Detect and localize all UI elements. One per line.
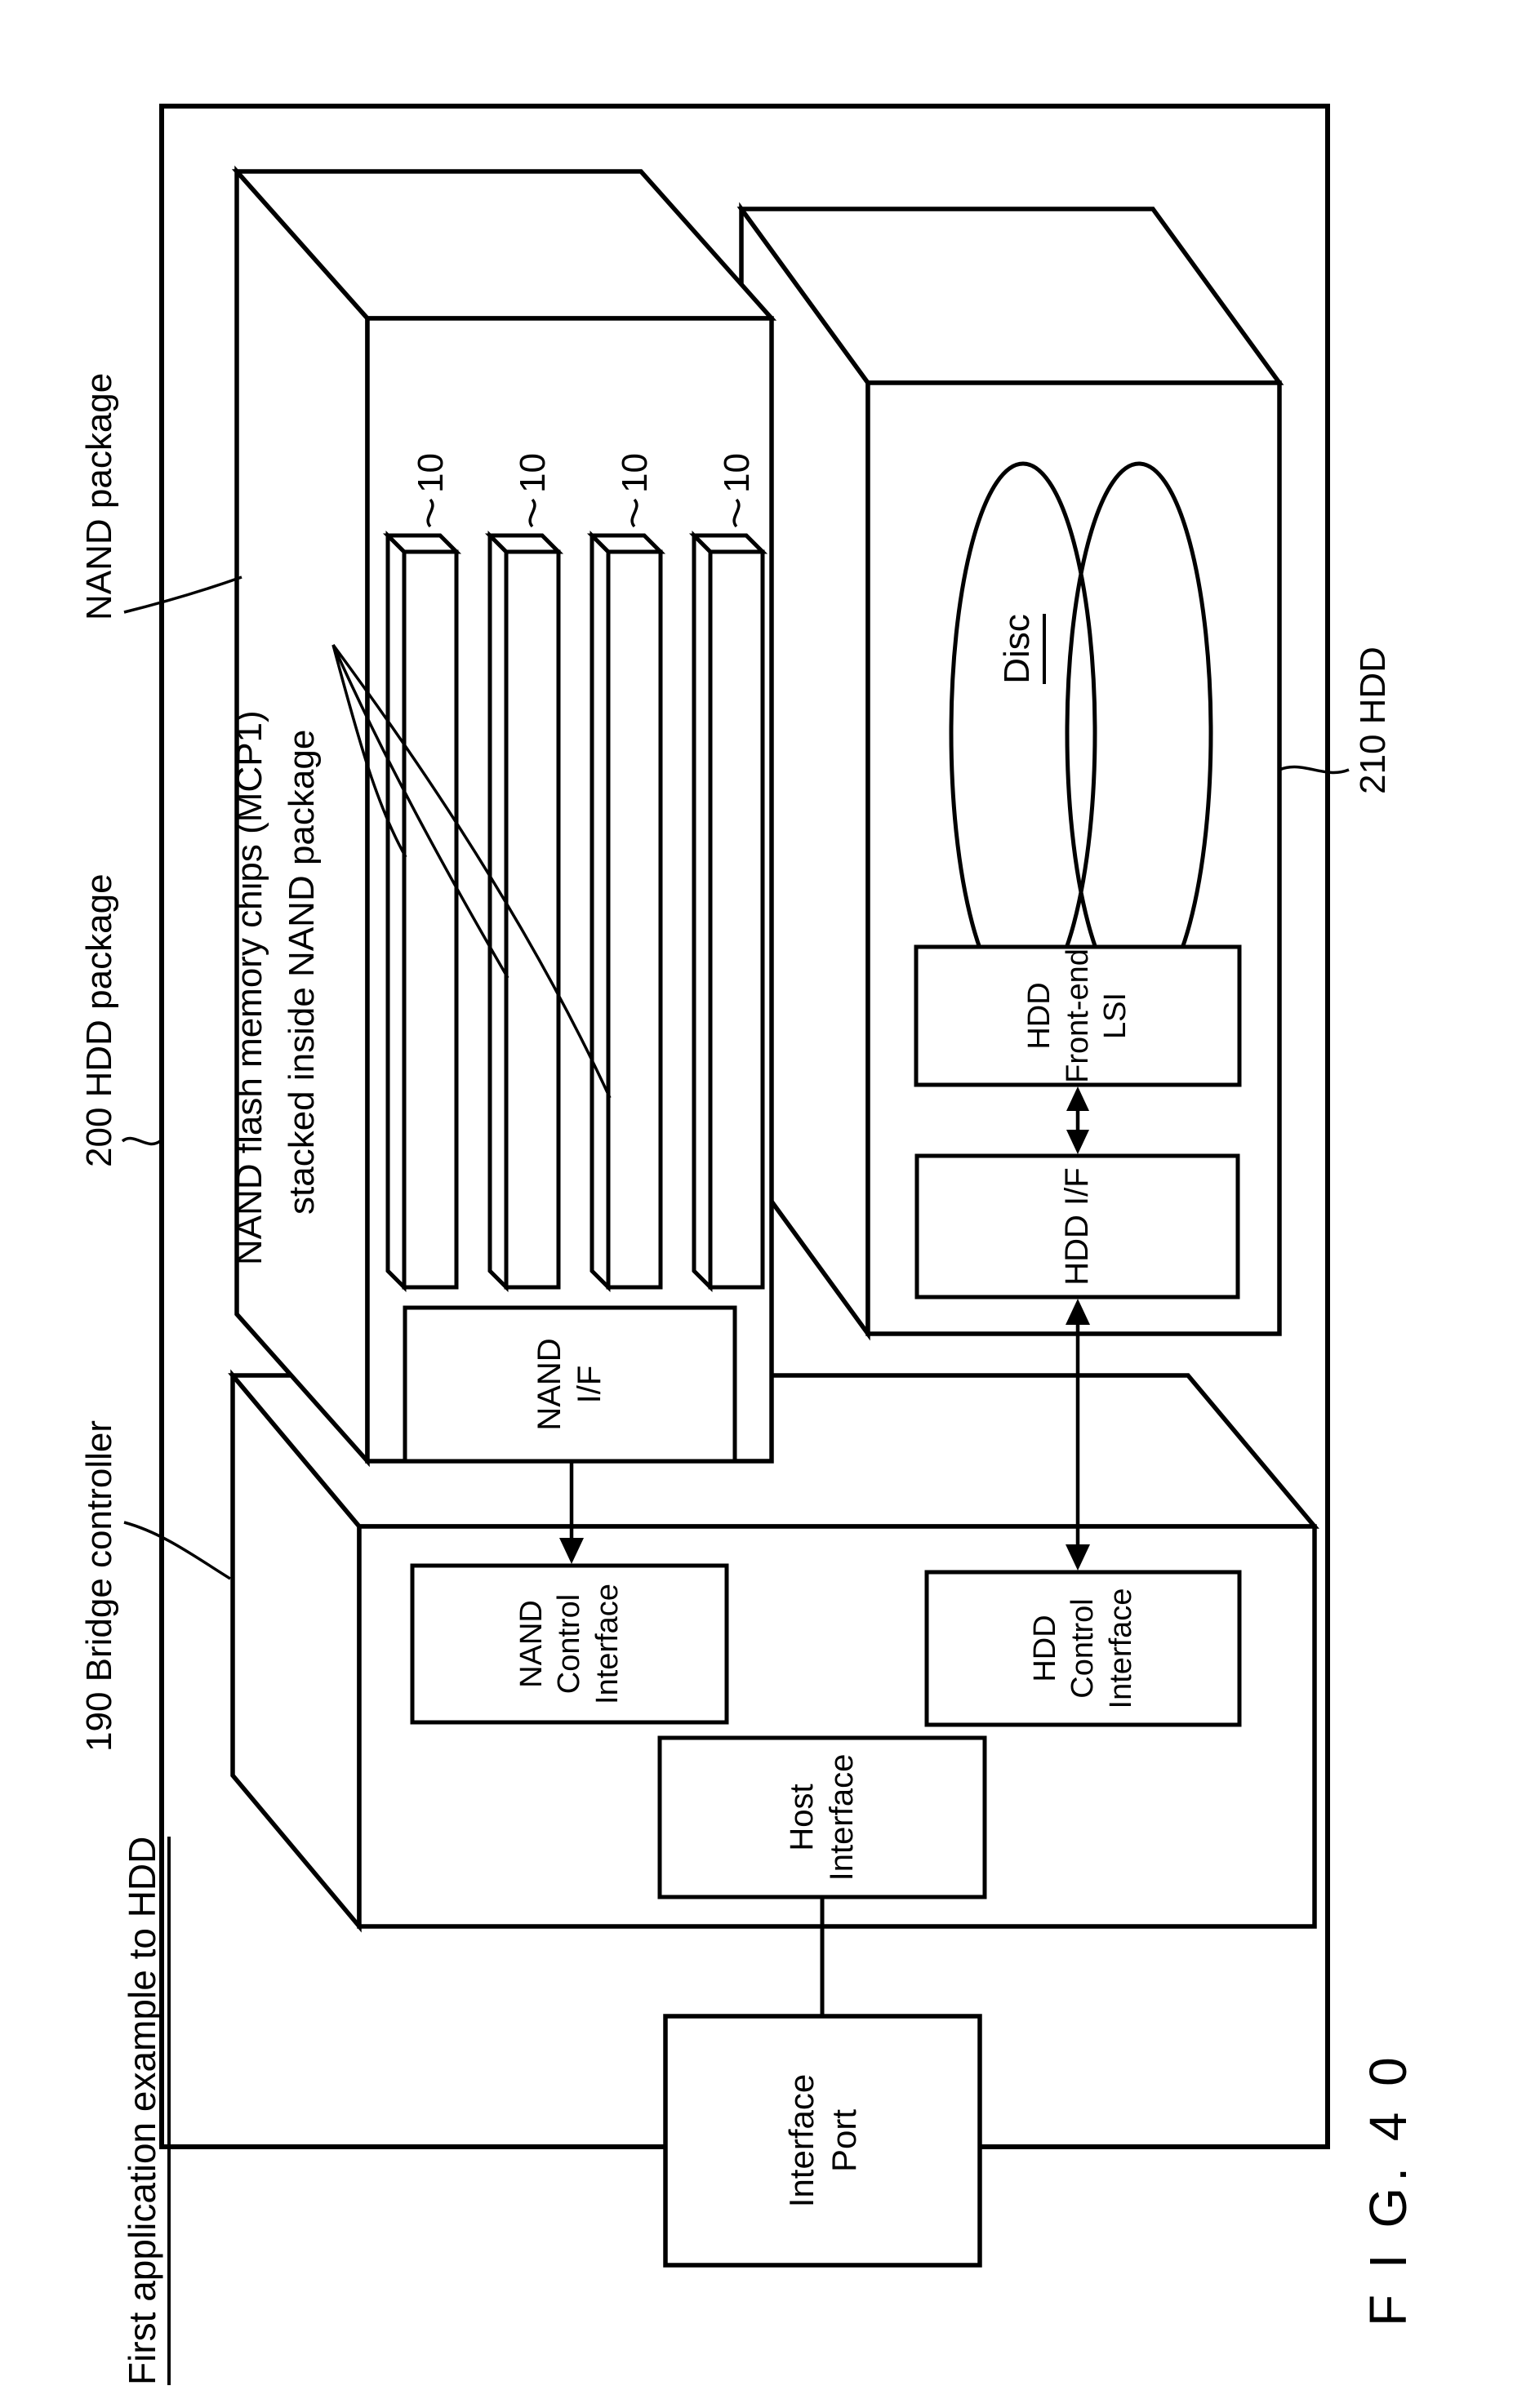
ref-210-label: 210 HDD [1353,646,1393,794]
chip-ref-label: 10 [717,453,757,493]
disc-label [994,571,1047,726]
hdd-front-end-lsi-label: HDD Front-end LSI [1022,949,1133,1083]
nand-if-label: NAND I/F [532,1338,607,1431]
ref-200-label: 200 HDD package [79,873,119,1167]
page-title-text: First application example to HDD [121,1837,171,2385]
chips-note-line1: NAND flash memory chips (MCP1) [229,710,269,1265]
hdd-if-label: HDD I/F [1059,1167,1096,1286]
leader-200-squiggle [122,1139,160,1144]
interface-port-label: Interface Port [782,2073,863,2208]
nand-control-interface-label: NAND Control Interface [514,1584,625,1704]
hdd-control-interface-label: HDD Control Interface [1027,1588,1138,1709]
chips-note-line2: stacked inside NAND package [282,729,322,1215]
leader-210-squiggle [1279,767,1349,773]
host-interface-label: Host Interface [784,1753,860,1882]
leader-nand-package [124,577,242,612]
chip-ref-label: 10 [411,453,451,493]
page-title [75,1837,165,2385]
chip-ref-label: 10 [615,453,655,493]
nand-package-label: NAND package [79,372,119,620]
figure-number-label: F I G. 4 0 [1359,2051,1417,2326]
disc-label-text: Disc [995,614,1047,684]
ref-190-label: 190 Bridge controller [79,1419,119,1752]
leader-190 [124,1522,230,1579]
chip-ref-label: 10 [513,453,553,493]
